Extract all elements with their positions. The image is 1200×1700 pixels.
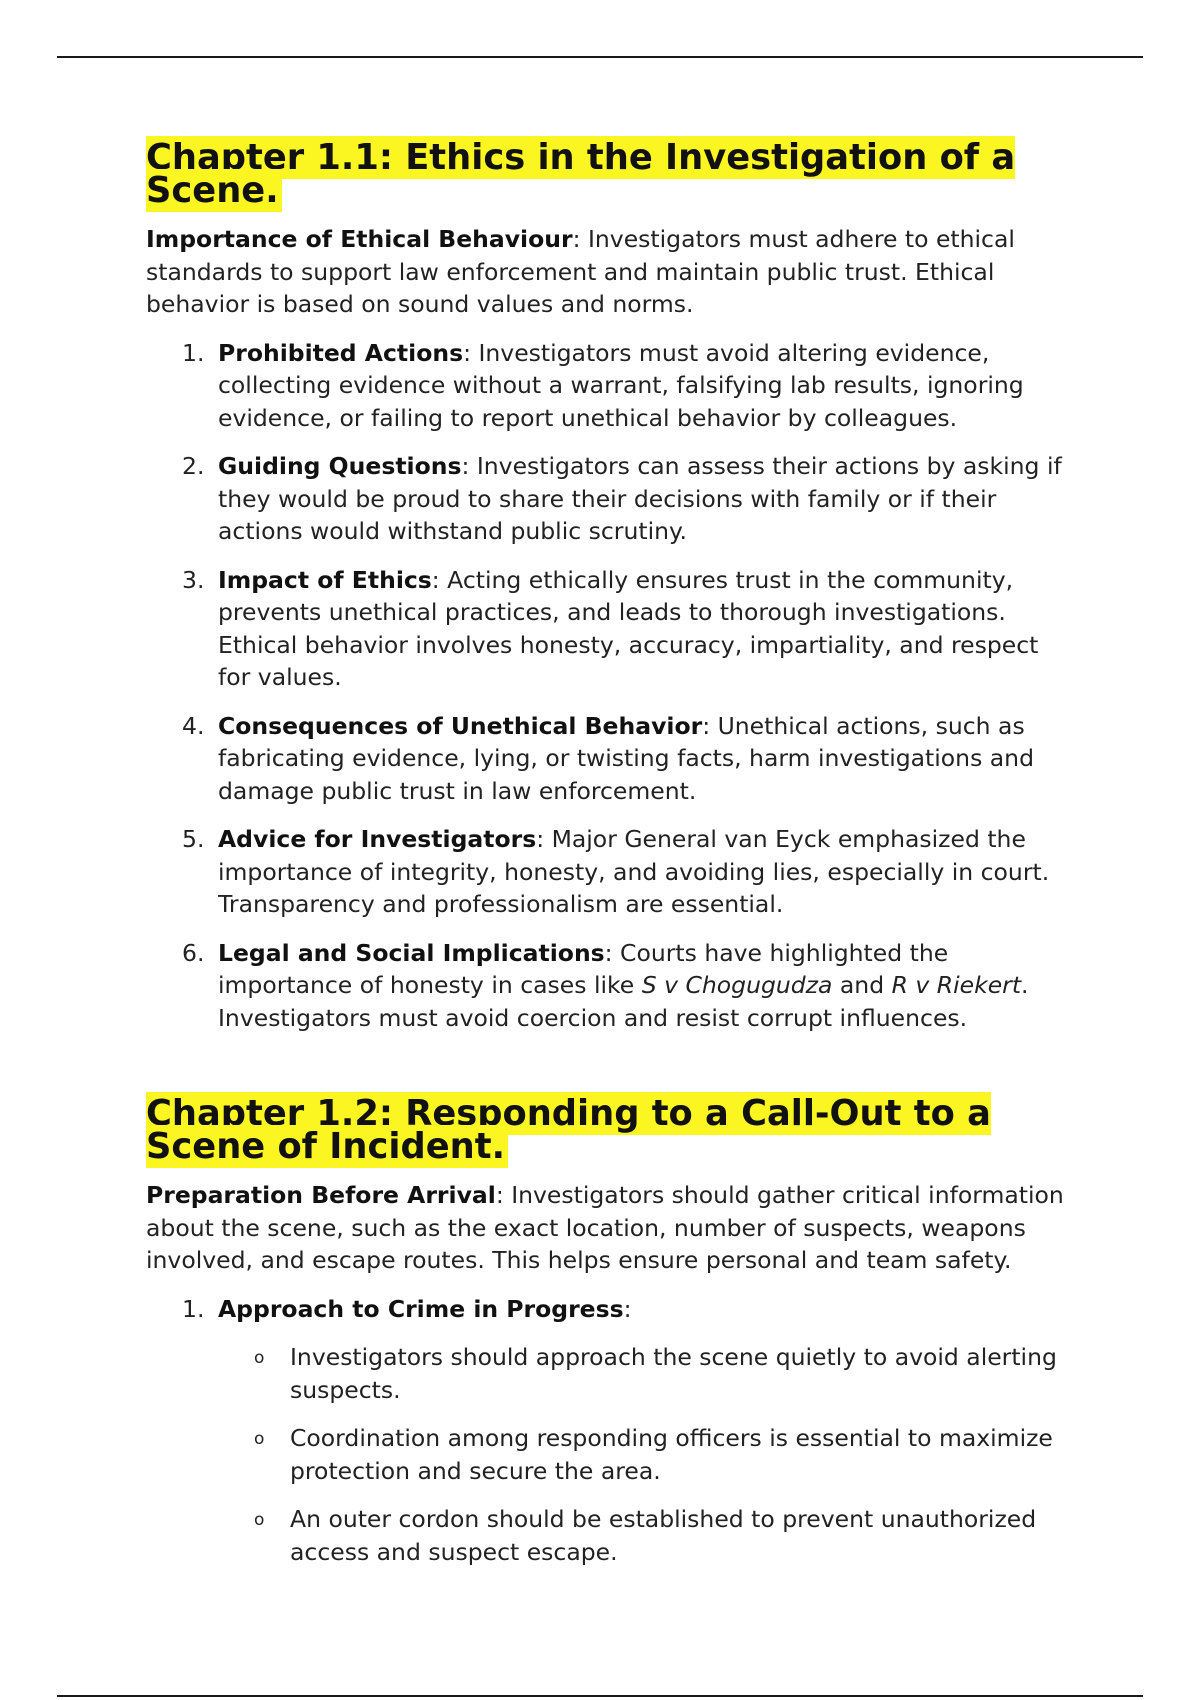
list-item-label: Advice for Investigators [218,825,537,853]
bullet-item [146,1422,1076,1487]
section2-bullets [146,1341,1076,1568]
list-item-label: Prohibited Actions [218,338,464,367]
list-item-number: 1. [182,338,205,367]
list-item-number: 2. [182,452,205,480]
section1-intro-label: Importance of Ethical Behaviour [146,225,573,253]
bullet-marker: o [254,1429,265,1449]
list-item-text: : Courts have highlighted the importance of honesty in cases like [218,938,949,999]
section1-heading [146,137,1076,211]
list-item [146,1293,1076,1326]
list-item-label: Impact of Ethics [218,565,432,594]
list-item-suffix: : [623,1294,632,1323]
list-item [146,564,1076,694]
list-item-text: : Investigators can assess their actions by asking if they would be proud to share their decisions with family or if their actions would withstand public scrutiny. [218,452,1062,545]
case-citation: S v Chogugudza [641,971,833,999]
list-item-text: and [832,971,892,999]
document-body [146,137,1076,1568]
list-item-number: 1. [182,1294,205,1323]
list-item-text: : Major General van Eyck emphasized the importance of integrity, honesty, and avoiding lies, especially in court. Transparency and professionalism are essential. [218,825,1050,918]
list-item [146,937,1076,1035]
bullet-item [146,1503,1076,1568]
bullet-item [146,1341,1076,1406]
section2-heading-text: Chapter 1.2: Responding to a Call-Out to a Scene of Incident. [146,1093,991,1167]
section2-heading [146,1093,1076,1167]
list-item-text: : Investigators must avoid altering evidence, collecting evidence without a warrant, falsifying lab results, ignoring evidence, or failing to report unethical behavior by colleagues. [218,338,1024,432]
list-item-label: Consequences of Unethical Behavior [218,711,703,740]
section2-intro-label: Preparation Before Arrival [146,1181,496,1209]
list-item [146,337,1076,435]
footer-rule [57,1695,1143,1697]
list-item-label: Guiding Questions [218,452,462,480]
section1-heading-text: Chapter 1.1: Ethics in the Investigation of a Scene [146,137,1016,211]
section1-intro-text: : Investigators must adhere to ethical standards to support law enforcement and maintain public trust. Ethical behavior is based on sound values and norms. [146,225,1015,318]
header-rule [57,56,1143,58]
list-item [146,450,1076,548]
list-item [146,710,1076,808]
list-item [146,823,1076,921]
list-item-label: Approach to Crime in Progress [218,1294,624,1323]
section2-intro [146,1179,1076,1277]
bullet-marker: o [254,1348,265,1368]
bullet-marker: o [254,1510,265,1530]
list-item-text: . Investigators must avoid coercion and resist corrupt influences. [218,971,1029,1032]
bullet-text: An outer cordon should be established to prevent unauthorized access and suspect escape. [290,1505,1037,1566]
section2-intro-text: : Investigators should gather critical information about the scene, such as the exact location, number of suspects, weapons involved, and escape routes. This helps ensure personal and team safety. [146,1181,1064,1274]
section1-list [146,337,1076,1035]
list-item-number: 3. [182,565,205,594]
list-item-number: 5. [182,825,205,853]
bullet-text: Coordination among responding officers is essential to maximize protection and secure the area. [290,1424,1053,1485]
bullet-text: Investigators should approach the scene quietly to avoid alerting suspects. [290,1343,1057,1404]
list-item-label: Legal and Social Implications [218,938,605,967]
section1-heading-suffix: . [265,169,279,211]
list-item-number: 6. [182,938,205,967]
case-citation: R v Riekert [891,971,1022,999]
list-item-number: 4. [182,711,205,740]
list-item-text: : Acting ethically ensures trust in the community, prevents unethical practices, and leads to thorough investigations. Ethical behavior involves honesty, accuracy, impartiality, and respect for values. [218,565,1039,691]
section1-intro [146,223,1076,321]
list-item-text: : Unethical actions, such as fabricating evidence, lying, or twisting facts, harm investigations and damage public trust in law enforcement. [218,711,1034,805]
section2-list [146,1293,1076,1326]
